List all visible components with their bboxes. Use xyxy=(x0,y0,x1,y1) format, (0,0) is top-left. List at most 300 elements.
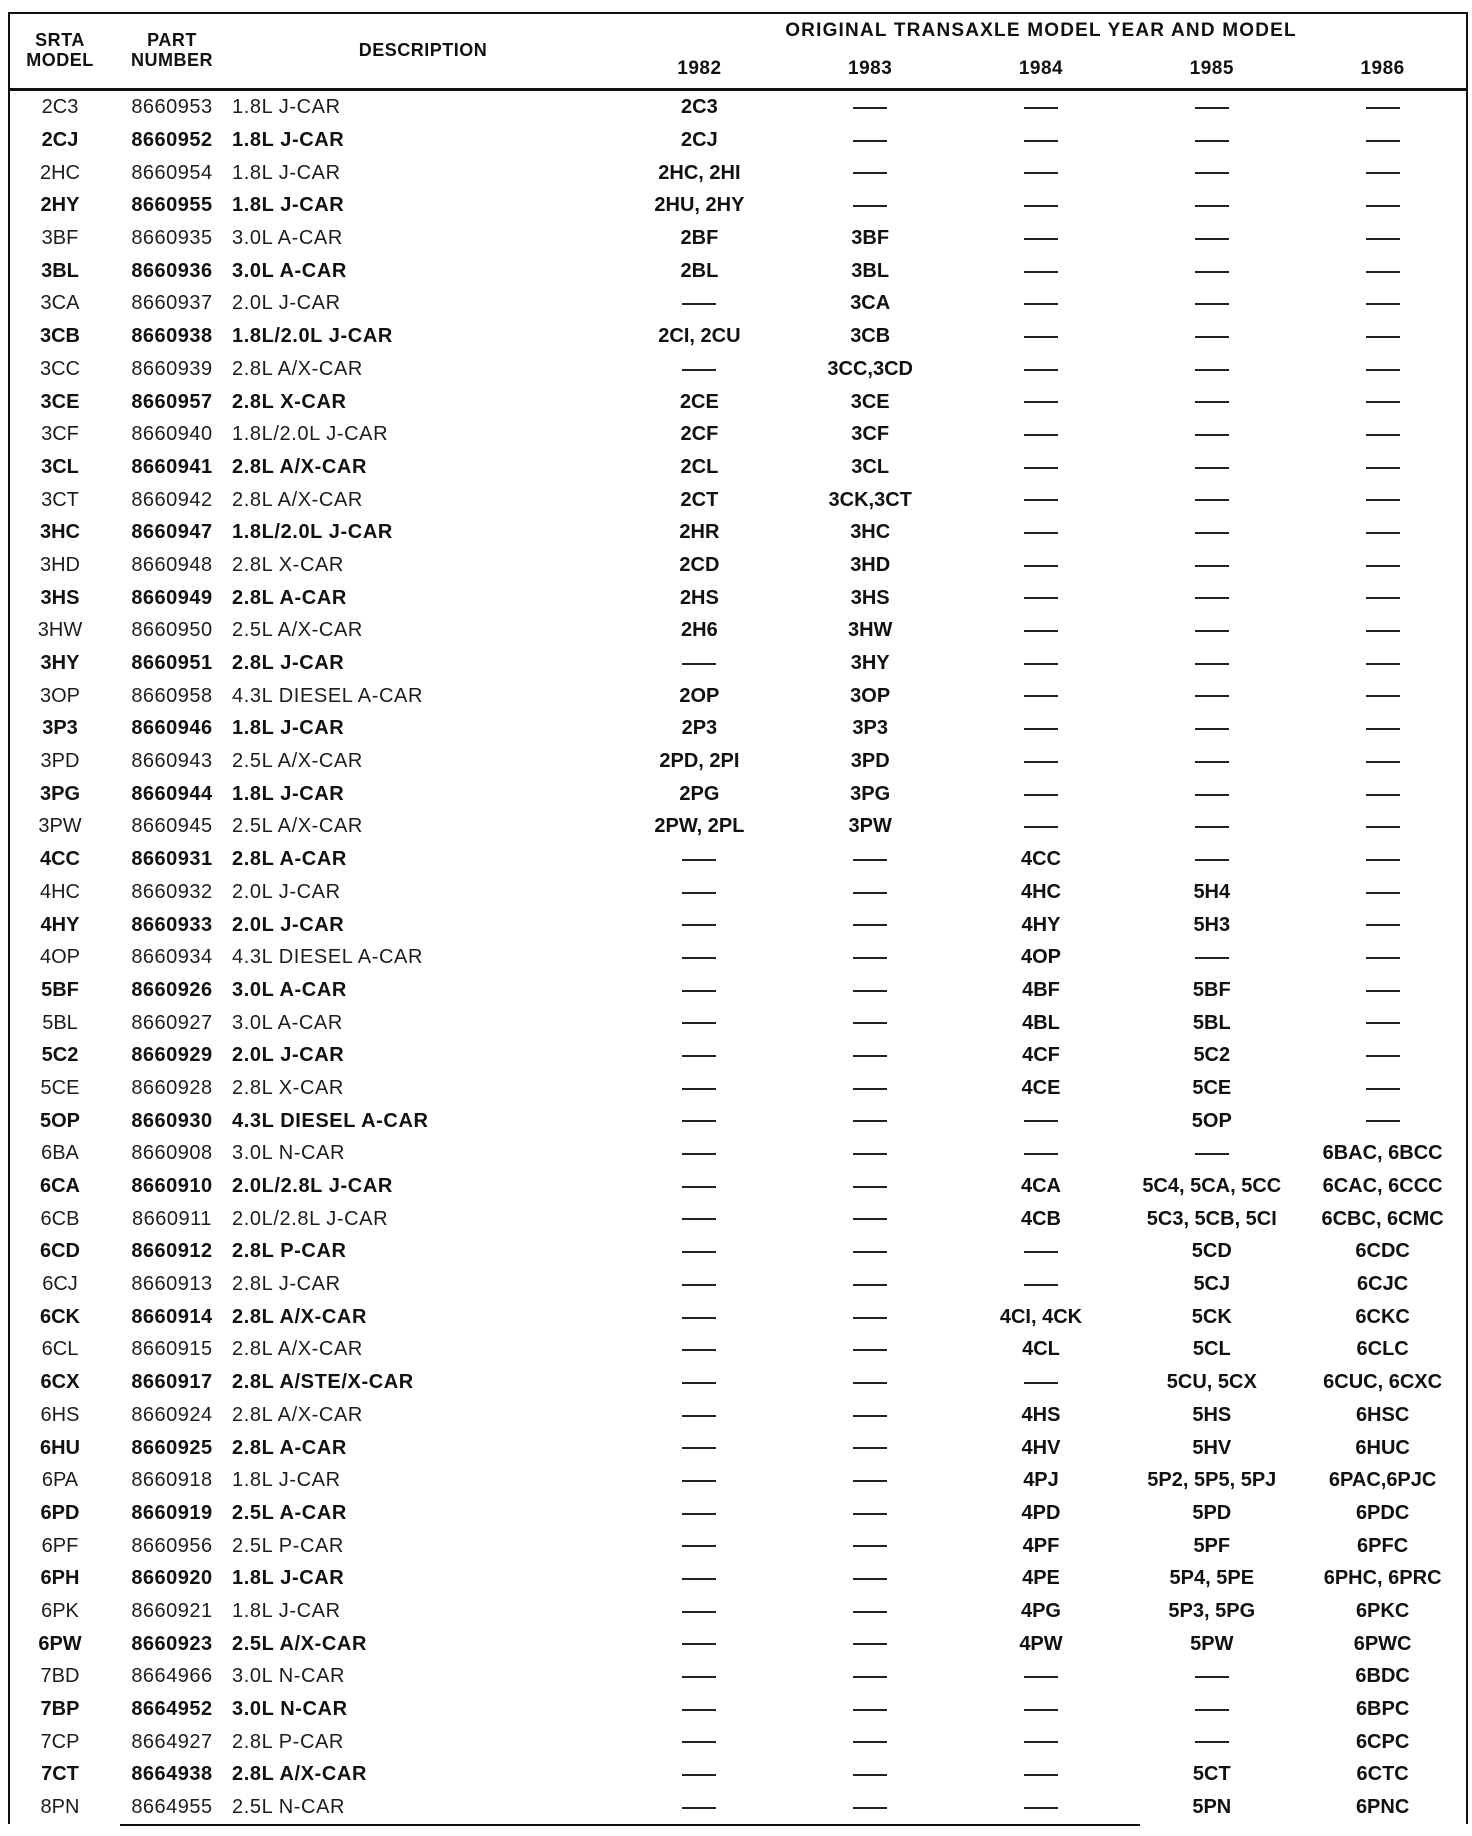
no-application-dash xyxy=(1024,467,1058,469)
no-application-dash xyxy=(1366,663,1400,665)
cell-year-1986 xyxy=(1297,614,1468,647)
cell-part-number: 8660946 xyxy=(131,717,213,740)
cell-year-1982 xyxy=(614,1300,785,1333)
cell-srta-model: 3CE xyxy=(40,390,80,413)
cell-year-1982 xyxy=(614,1660,785,1693)
cell-year-1986: 6CUC, 6CXC xyxy=(1323,1371,1443,1394)
table-row xyxy=(8,876,1468,909)
cell-year-1983: 3BF xyxy=(851,227,890,250)
table-row xyxy=(8,451,1468,484)
cell-year-1983 xyxy=(785,1529,956,1562)
no-application-dash xyxy=(853,1186,887,1188)
cell-srta-model: 6CB xyxy=(40,1207,80,1230)
cell-srta-model: 4HC xyxy=(39,880,80,903)
cell-part-number: 8660914 xyxy=(131,1305,213,1328)
no-application-dash xyxy=(1366,794,1400,796)
cell-description: 1.8L J-CAR xyxy=(232,161,341,184)
cell-year-1982 xyxy=(614,1072,785,1105)
cell-year-1984: 4HY xyxy=(1021,913,1061,936)
cell-part-number: 8660925 xyxy=(131,1436,213,1459)
no-application-dash xyxy=(682,957,716,959)
cell-year-1986 xyxy=(1297,581,1468,614)
cell-year-1985 xyxy=(1126,581,1297,614)
cell-year-1986 xyxy=(1297,516,1468,549)
no-application-dash xyxy=(853,1709,887,1711)
table-row xyxy=(8,1595,1468,1628)
no-application-dash xyxy=(682,1088,716,1090)
cell-description: 2.5L P-CAR xyxy=(232,1534,344,1557)
cell-year-1985 xyxy=(1126,941,1297,974)
no-application-dash xyxy=(1024,499,1058,501)
cell-srta-model: 3HY xyxy=(40,652,80,675)
table-row xyxy=(8,712,1468,745)
cell-year-1984 xyxy=(956,1268,1127,1301)
no-application-dash xyxy=(1366,826,1400,828)
table-row xyxy=(8,189,1468,222)
cell-year-1983: 3CA xyxy=(850,292,891,315)
no-application-dash xyxy=(1024,826,1058,828)
cell-year-1985: 5P4, 5PE xyxy=(1169,1567,1255,1590)
cell-year-1984 xyxy=(956,320,1127,353)
cell-year-1983: 3CF xyxy=(851,423,890,446)
cell-year-1982 xyxy=(614,1595,785,1628)
cell-part-number: 8660908 xyxy=(131,1142,213,1165)
cell-year-1984 xyxy=(956,712,1127,745)
cell-year-1985 xyxy=(1126,516,1297,549)
no-application-dash xyxy=(682,1349,716,1351)
cell-description: 2.0L J-CAR xyxy=(232,1044,345,1067)
cell-srta-model: 6PF xyxy=(41,1534,79,1557)
cell-description: 2.5L A/X-CAR xyxy=(232,815,363,838)
cell-year-1986 xyxy=(1297,189,1468,222)
table-row xyxy=(8,908,1468,941)
cell-year-1986 xyxy=(1297,90,1468,124)
no-application-dash xyxy=(853,1055,887,1057)
cell-year-1985: 5PD xyxy=(1192,1501,1232,1524)
cell-year-1986 xyxy=(1297,777,1468,810)
cell-year-1984 xyxy=(956,483,1127,516)
cell-part-number: 8660928 xyxy=(131,1076,213,1099)
cell-year-1985 xyxy=(1126,451,1297,484)
cell-year-1984 xyxy=(956,1235,1127,1268)
cell-year-1984: 4PW xyxy=(1019,1632,1063,1655)
cell-year-1986 xyxy=(1297,320,1468,353)
no-application-dash xyxy=(1195,434,1229,436)
no-application-dash xyxy=(682,1611,716,1613)
cell-description: 2.8L A/X-CAR xyxy=(232,1403,363,1426)
cell-description: 2.8L X-CAR xyxy=(232,553,344,576)
cell-year-1982 xyxy=(614,941,785,974)
cell-srta-model: 5BL xyxy=(42,1011,78,1034)
cell-year-1982: 2OP xyxy=(679,684,720,707)
cell-srta-model: 5BF xyxy=(41,978,79,1001)
cell-description: 2.8L A/X-CAR xyxy=(232,1338,363,1361)
no-application-dash xyxy=(682,1513,716,1515)
cell-year-1985 xyxy=(1126,353,1297,386)
table-row xyxy=(8,1072,1468,1105)
no-application-dash xyxy=(1366,957,1400,959)
cell-part-number: 8660951 xyxy=(131,652,213,675)
no-application-dash xyxy=(682,1153,716,1155)
cell-year-1984: 4CE xyxy=(1021,1076,1061,1099)
cell-year-1982 xyxy=(614,1791,785,1824)
cell-year-1984 xyxy=(956,1725,1127,1758)
cell-part-number: 8660943 xyxy=(131,750,213,773)
no-application-dash xyxy=(1195,826,1229,828)
cell-year-1983 xyxy=(785,1660,956,1693)
no-application-dash xyxy=(1195,663,1229,665)
cell-year-1982 xyxy=(614,1235,785,1268)
cell-srta-model: 2C3 xyxy=(41,96,79,119)
cell-year-1985 xyxy=(1126,777,1297,810)
cell-year-1985: 5H4 xyxy=(1193,880,1231,903)
cell-srta-model: 3CT xyxy=(41,488,79,511)
cell-year-1982 xyxy=(614,1431,785,1464)
cell-part-number: 8660945 xyxy=(131,815,213,838)
cell-year-1985 xyxy=(1126,647,1297,680)
cell-year-1985 xyxy=(1126,810,1297,843)
cell-description: 2.8L A/X-CAR xyxy=(232,1763,368,1786)
table-row xyxy=(8,1300,1468,1333)
cell-part-number: 8660919 xyxy=(131,1501,213,1524)
no-application-dash xyxy=(1366,336,1400,338)
cell-year-1986: 6PHC, 6PRC xyxy=(1323,1567,1442,1590)
cell-part-number: 8660930 xyxy=(131,1109,213,1132)
cell-year-1985: 5OP xyxy=(1191,1109,1232,1132)
no-application-dash xyxy=(1024,1153,1058,1155)
cell-year-1983 xyxy=(785,1006,956,1039)
no-application-dash xyxy=(1195,565,1229,567)
no-application-dash xyxy=(1366,238,1400,240)
cell-year-1983 xyxy=(785,843,956,876)
cell-year-1984 xyxy=(956,124,1127,157)
cell-year-1984 xyxy=(956,222,1127,255)
cell-srta-model: 3HC xyxy=(39,521,80,544)
cell-part-number: 8660958 xyxy=(131,684,213,707)
cell-year-1984 xyxy=(956,1137,1127,1170)
cell-year-1982 xyxy=(614,353,785,386)
cell-description: 1.8L/2.0L J-CAR xyxy=(232,521,393,544)
no-application-dash xyxy=(1366,303,1400,305)
cell-year-1983 xyxy=(785,1104,956,1137)
cell-year-1982: 2HS xyxy=(679,586,719,609)
cell-description: 2.8L J-CAR xyxy=(232,652,345,675)
no-application-dash xyxy=(1024,565,1058,567)
no-application-dash xyxy=(1024,695,1058,697)
cell-year-1983 xyxy=(785,1595,956,1628)
no-application-dash xyxy=(1366,271,1400,273)
cell-year-1982: 2PW, 2PL xyxy=(654,815,745,838)
no-application-dash xyxy=(1024,597,1058,599)
no-application-dash xyxy=(682,859,716,861)
cell-year-1985 xyxy=(1126,549,1297,582)
no-application-dash xyxy=(853,924,887,926)
cell-part-number: 8660947 xyxy=(131,521,213,544)
no-application-dash xyxy=(853,1317,887,1319)
cell-year-1986 xyxy=(1297,385,1468,418)
cell-year-1986: 6CJC xyxy=(1357,1273,1409,1296)
no-application-dash xyxy=(682,303,716,305)
header-row xyxy=(8,12,1468,50)
no-application-dash xyxy=(1195,238,1229,240)
cell-year-1986 xyxy=(1297,451,1468,484)
no-application-dash xyxy=(853,1807,887,1809)
cell-year-1986 xyxy=(1297,876,1468,909)
cell-part-number: 8660917 xyxy=(131,1371,213,1394)
cell-year-1985: 5CL xyxy=(1192,1338,1231,1361)
cell-year-1984: 4PE xyxy=(1022,1567,1060,1590)
no-application-dash xyxy=(853,1447,887,1449)
cell-year-1985: 5CJ xyxy=(1193,1273,1231,1296)
cell-year-1982 xyxy=(614,843,785,876)
cell-year-1982: 2CL xyxy=(680,455,719,478)
cell-year-1983: 3HY xyxy=(850,652,890,675)
no-application-dash xyxy=(682,1676,716,1678)
cell-year-1984 xyxy=(956,647,1127,680)
cell-srta-model: 3CB xyxy=(39,325,80,348)
cell-description: 2.8L P-CAR xyxy=(232,1240,347,1263)
no-application-dash xyxy=(682,1807,716,1809)
cell-year-1982 xyxy=(614,1137,785,1170)
column-group-header-original-transaxle: ORIGINAL TRANSAXLE MODEL YEAR AND MODEL xyxy=(785,20,1297,41)
column-header-year-1984: 1984 xyxy=(956,50,1127,90)
column-header-year-1986: 1986 xyxy=(1297,50,1468,90)
no-application-dash xyxy=(1195,172,1229,174)
cell-description: 2.8L A/STE/X-CAR xyxy=(232,1371,414,1394)
cell-year-1983: 3P3 xyxy=(852,717,888,740)
cell-srta-model: 6PK xyxy=(41,1599,79,1622)
cell-srta-model: 6BA xyxy=(41,1142,79,1165)
cell-year-1983: 3HW xyxy=(847,619,893,642)
cell-description: 2.5L A/X-CAR xyxy=(232,750,363,773)
cell-year-1986: 6BAC, 6BCC xyxy=(1322,1142,1443,1165)
cell-year-1985: 5PF xyxy=(1193,1534,1231,1557)
table-row xyxy=(8,90,1468,124)
cell-year-1982: 2PD, 2PI xyxy=(659,750,740,773)
cell-year-1984 xyxy=(956,254,1127,287)
cell-part-number: 8664952 xyxy=(131,1698,213,1721)
cell-srta-model: 3HD xyxy=(39,553,80,576)
no-application-dash xyxy=(1366,140,1400,142)
cell-description: 2.8L J-CAR xyxy=(232,1273,341,1296)
table-row xyxy=(8,287,1468,320)
cell-year-1986 xyxy=(1297,647,1468,680)
cell-part-number: 8660954 xyxy=(131,161,213,184)
no-application-dash xyxy=(1024,630,1058,632)
cell-year-1986: 6HSC xyxy=(1355,1403,1410,1426)
cell-year-1985 xyxy=(1126,287,1297,320)
cell-part-number: 8664927 xyxy=(131,1730,213,1753)
no-application-dash xyxy=(1195,859,1229,861)
table-row xyxy=(8,810,1468,843)
cell-description: 2.8L A/X-CAR xyxy=(232,1305,368,1328)
table-row xyxy=(8,1660,1468,1693)
no-application-dash xyxy=(1366,532,1400,534)
cell-description: 2.8L A-CAR xyxy=(232,848,347,871)
no-application-dash xyxy=(1024,1774,1058,1776)
cell-description: 1.8L/2.0L J-CAR xyxy=(232,325,393,348)
no-application-dash xyxy=(1366,1022,1400,1024)
no-application-dash xyxy=(1195,532,1229,534)
cell-year-1982 xyxy=(614,1170,785,1203)
table-body xyxy=(8,90,1468,1824)
cell-srta-model: 6CL xyxy=(41,1338,79,1361)
cell-srta-model: 6CK xyxy=(39,1305,80,1328)
cell-year-1986: 6BDC xyxy=(1355,1665,1410,1688)
no-application-dash xyxy=(1195,761,1229,763)
cell-part-number: 8664966 xyxy=(131,1665,213,1688)
cell-part-number: 8660935 xyxy=(131,227,213,250)
no-application-dash xyxy=(1024,107,1058,109)
no-application-dash xyxy=(1024,794,1058,796)
cell-year-1982 xyxy=(614,647,785,680)
cell-year-1986 xyxy=(1297,941,1468,974)
cell-year-1985 xyxy=(1126,1137,1297,1170)
cell-year-1985: 5BF xyxy=(1192,978,1231,1001)
cell-description: 2.5L N-CAR xyxy=(232,1796,346,1819)
cell-description: 2.5L A/X-CAR xyxy=(232,619,363,642)
no-application-dash xyxy=(1195,401,1229,403)
cell-part-number: 8660937 xyxy=(131,292,213,315)
no-application-dash xyxy=(1195,1676,1229,1678)
cell-year-1984 xyxy=(956,287,1127,320)
no-application-dash xyxy=(1024,140,1058,142)
cell-description: 3.0L N-CAR xyxy=(232,1698,348,1721)
cell-year-1982 xyxy=(614,1562,785,1595)
no-application-dash xyxy=(682,1480,716,1482)
cell-year-1986 xyxy=(1297,287,1468,320)
no-application-dash xyxy=(853,1741,887,1743)
cell-description: 4.3L DIESEL A-CAR xyxy=(232,946,424,969)
no-application-dash xyxy=(853,1480,887,1482)
cell-part-number: 8660950 xyxy=(131,619,213,642)
cell-part-number: 8660934 xyxy=(131,946,213,969)
table-row xyxy=(8,1202,1468,1235)
no-application-dash xyxy=(853,1774,887,1776)
no-application-dash xyxy=(853,1120,887,1122)
no-application-dash xyxy=(1366,1088,1400,1090)
no-application-dash xyxy=(1366,630,1400,632)
cell-year-1985: 5CT xyxy=(1192,1763,1231,1786)
no-application-dash xyxy=(1366,924,1400,926)
cell-year-1983: 3HC xyxy=(850,521,891,544)
cell-year-1982 xyxy=(614,1693,785,1726)
no-application-dash xyxy=(1366,990,1400,992)
cell-part-number: 8660939 xyxy=(131,357,213,380)
cell-part-number: 8660941 xyxy=(131,455,213,478)
cell-srta-model: 3CF xyxy=(41,423,79,446)
no-application-dash xyxy=(1195,1153,1229,1155)
table-row xyxy=(8,385,1468,418)
table-row xyxy=(8,843,1468,876)
cell-year-1985 xyxy=(1126,679,1297,712)
cell-srta-model: 6CX xyxy=(40,1371,80,1394)
no-application-dash xyxy=(1195,271,1229,273)
cell-year-1983 xyxy=(785,974,956,1007)
column-header-year-1982: 1982 xyxy=(614,50,785,90)
no-application-dash xyxy=(682,1382,716,1384)
cell-year-1982 xyxy=(614,1202,785,1235)
no-application-dash xyxy=(853,1153,887,1155)
cell-year-1984: 4CF xyxy=(1022,1044,1060,1067)
cell-year-1985 xyxy=(1126,418,1297,451)
table-row xyxy=(8,614,1468,647)
table-row xyxy=(8,647,1468,680)
no-application-dash xyxy=(682,1284,716,1286)
cell-year-1982 xyxy=(614,1529,785,1562)
no-application-dash xyxy=(853,1022,887,1024)
table-row xyxy=(8,516,1468,549)
cell-srta-model: 7BP xyxy=(40,1698,80,1721)
cell-srta-model: 6PA xyxy=(41,1469,79,1492)
cell-part-number: 8660956 xyxy=(131,1534,213,1557)
cell-year-1983: 3PW xyxy=(848,815,892,838)
cell-year-1983 xyxy=(785,1725,956,1758)
cell-year-1982: 2HR xyxy=(679,521,720,544)
cell-year-1982 xyxy=(614,876,785,909)
cell-year-1983 xyxy=(785,941,956,974)
cell-year-1982: 2HU, 2HY xyxy=(654,194,745,217)
cell-year-1984 xyxy=(956,1104,1127,1137)
cell-year-1985 xyxy=(1126,745,1297,778)
cell-description: 1.8L J-CAR xyxy=(232,717,345,740)
cell-part-number: 8660915 xyxy=(131,1338,213,1361)
cell-srta-model: 3CL xyxy=(41,455,79,478)
no-application-dash xyxy=(1024,1120,1058,1122)
no-application-dash xyxy=(853,107,887,109)
cell-year-1982: 2H6 xyxy=(681,619,718,642)
no-application-dash xyxy=(1195,369,1229,371)
cell-srta-model: 6CJ xyxy=(42,1273,78,1296)
no-application-dash xyxy=(1195,467,1229,469)
cell-srta-model: 4CC xyxy=(39,848,80,871)
cell-year-1983 xyxy=(785,1170,956,1203)
no-application-dash xyxy=(853,1415,887,1417)
cell-year-1983 xyxy=(785,1300,956,1333)
cell-year-1983 xyxy=(785,1562,956,1595)
cell-srta-model: 6PD xyxy=(40,1501,80,1524)
cell-year-1983 xyxy=(785,1464,956,1497)
cell-description: 2.0L J-CAR xyxy=(232,880,341,903)
table-row xyxy=(8,1333,1468,1366)
no-application-dash xyxy=(1024,663,1058,665)
cell-year-1982: 2CF xyxy=(680,423,719,446)
cell-year-1984 xyxy=(956,353,1127,386)
cell-part-number: 8660942 xyxy=(131,488,213,511)
cell-year-1982: 2HC, 2HI xyxy=(658,161,741,184)
cell-part-number: 8660932 xyxy=(131,880,213,903)
cell-year-1984 xyxy=(956,516,1127,549)
no-application-dash xyxy=(853,172,887,174)
cell-year-1986 xyxy=(1297,974,1468,1007)
cell-part-number: 8660949 xyxy=(131,586,213,609)
no-application-dash xyxy=(682,1120,716,1122)
table-row xyxy=(8,1366,1468,1399)
no-application-dash xyxy=(1024,532,1058,534)
cell-srta-model: 3PW xyxy=(38,815,82,838)
cell-description: 3.0L A-CAR xyxy=(232,259,347,282)
cell-year-1982 xyxy=(614,1333,785,1366)
no-application-dash xyxy=(1366,859,1400,861)
cell-year-1986: 6PDC xyxy=(1355,1501,1410,1524)
no-application-dash xyxy=(682,892,716,894)
cell-year-1986 xyxy=(1297,1039,1468,1072)
no-application-dash xyxy=(1024,172,1058,174)
cell-part-number: 8660940 xyxy=(131,423,213,446)
table-row xyxy=(8,679,1468,712)
cell-year-1986 xyxy=(1297,1104,1468,1137)
cell-year-1986: 6CDC xyxy=(1355,1240,1410,1263)
